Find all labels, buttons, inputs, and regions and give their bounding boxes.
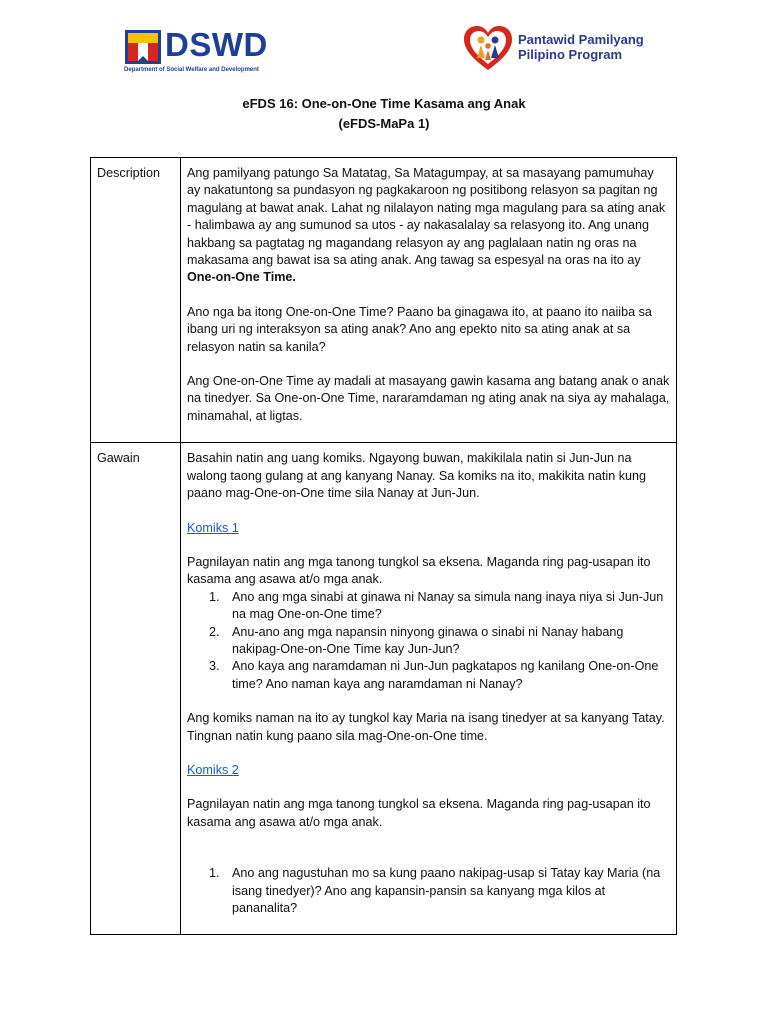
description-content [181, 158, 677, 443]
komiks-2-link[interactable]: Komiks 2 [187, 762, 239, 777]
gawain-paragraph-1: Basahin natin ang uang komiks. Ngayong buwan, makikilala natin si Jun-Jun na walong taong gulang at ang kanyang Nanay. Sa komiks na ito, makikita natin kung paano mag-One-on-One time sila Nanay at Jun-Jun. [187, 451, 647, 501]
question-text: Ano ang mga sinabi at ginawa ni Nanay sa simula nang inaya niya si Jun-Jun na mag One-on-One time? [232, 589, 664, 622]
description-row [91, 158, 677, 443]
questions-list-2 [187, 865, 670, 917]
content-table [90, 157, 677, 935]
question-item [187, 658, 670, 693]
description-paragraph-2: Ano nga ba itong One-on-One Time? Paano ba ginagawa ito, at paano ito naiiba sa ibang uri ng interaksyon sa ating anak? Ano ang epekto nito sa ating anak at sa relasyon natin sa kanila? [187, 304, 652, 354]
heart-family-icon [462, 24, 514, 72]
komiks-1-link[interactable]: Komiks 1 [187, 520, 239, 535]
gawain-paragraph-3: Ang komiks naman na ito ay tungkol kay Maria na isang tinedyer at sa kanyang Tatay. Tingnan natin kung paano sila mag-One-on-One time. [187, 711, 665, 743]
dswd-logo-subtext: Department of Social Welfare and Development [124, 67, 259, 73]
description-paragraph-3: Ang One-on-One Time ay madali at masayang gawin kasama ang batang anak o anak na tinedyer. Sa One-on-One Time, nararamdaman ng ating anak na siya ay mahalaga, minamahal, at ligtas. [187, 374, 670, 423]
pantawid-logo-line1: Pantawid Pamilyang [518, 32, 644, 47]
pantawid-logo-line2: Pilipino Program [518, 47, 623, 62]
document-title-line2: (eFDS-MaPa 1) [338, 116, 430, 131]
page-header [0, 22, 768, 82]
question-text: Ano ang nagustuhan mo sa kung paano nakipag-usap si Tatay kay Maria (na isang tinedyer)? Ano ang kapansin-pansin sa kanyang mga kilos at pananalita? [232, 866, 661, 915]
dswd-logo [124, 26, 284, 76]
dswd-logo-text: DSWD [165, 26, 268, 63]
question-number: 1. [209, 589, 220, 604]
question-text: Ano kaya ang naramdaman ni Jun-Jun pagkatapos ng kanilang One-on-One time? Ano naman kaya ang naramdaman ni Nanay? [232, 659, 659, 691]
question-number: 3. [209, 659, 220, 674]
question-number: 2. [209, 624, 220, 639]
description-paragraph-1-text: Ang pamilyang patungo Sa Matatag, Sa Matagumpay, at sa masayang pamumuhay ay nakatuntong sa pundasyon ng pagkakaroon ng positibong relasyon sa pagitan ng magulang at bawat anak. Lahat ng nilalayon nating mga magulang para sa ating anak - halimbawa ay ang sumunod sa utos - ay nakasalalay sa relasyong ito. Ang unang hakbang sa pagtatag ng magandang relasyon ay ang paglalaan natin ng oras na makasama ang bawat isa sa ating anak. Ang tawag sa espesyal na oras na ito ay [187, 166, 666, 268]
question-item [187, 624, 670, 659]
document-title-line1: eFDS 16: One-on-One Time Kasama ang Anak [242, 96, 526, 111]
question-item [187, 865, 670, 917]
gawain-label: Gawain [91, 443, 181, 935]
gawain-content [181, 443, 677, 935]
gawain-paragraph-4: Pagnilayan natin ang mga tanong tungkol sa eksena. Maganda ring pag-usapan ito kasama ang asawa at/o mga anak. [187, 797, 651, 829]
pantawid-logo [462, 24, 662, 74]
gawain-paragraph-2: Pagnilayan natin ang mga tanong tungkol sa eksena. Maganda ring pag-usapan ito kasama ang asawa at/o mga anak. [187, 554, 651, 587]
question-text: Anu-ano ang mga napansin ninyong ginawa o sinabi ni Nanay habang nakipag-One-on-One Time kay Jun-Jun? [232, 624, 624, 656]
description-paragraph-1 [187, 165, 670, 287]
description-paragraph-1-bold: One-on-One Time. [187, 270, 296, 285]
question-item [187, 589, 670, 624]
question-number: 1. [209, 866, 220, 881]
document-title [0, 94, 768, 134]
pantawid-logo-text [518, 32, 644, 62]
gawain-row [91, 443, 677, 935]
dswd-emblem-icon [124, 29, 162, 65]
questions-list-1 [187, 589, 670, 693]
description-label: Description [91, 158, 181, 443]
